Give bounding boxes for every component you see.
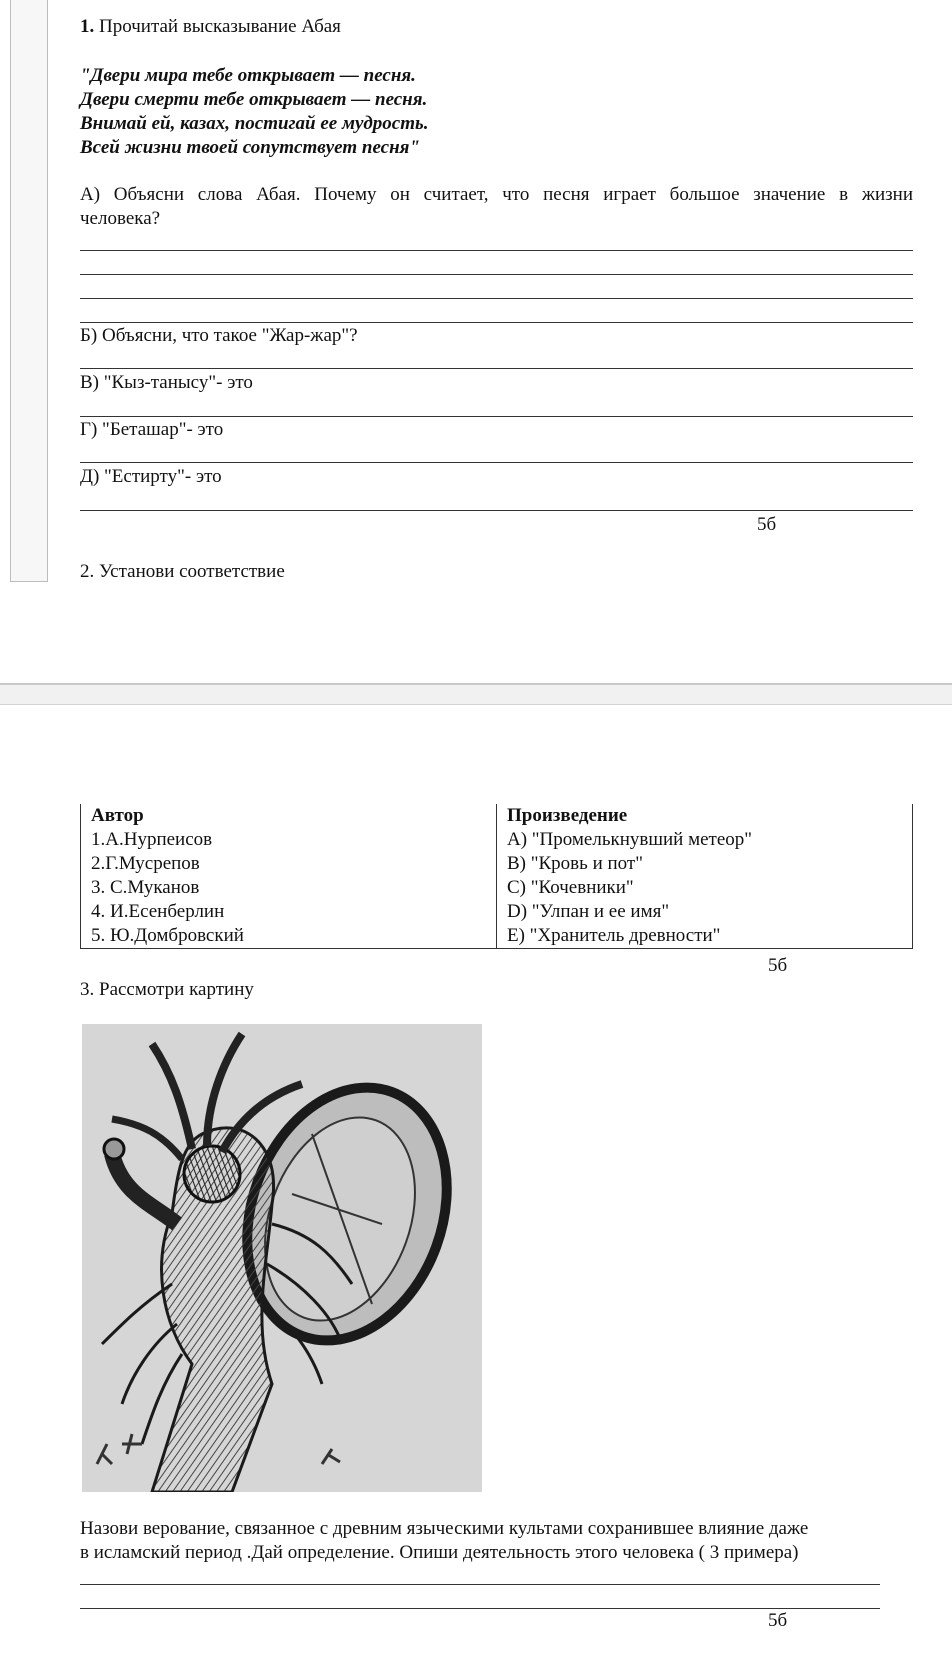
quote-line: Всей жизни твоей сопутствует песня" bbox=[80, 137, 420, 158]
question-a-line1: А) Объясни слова Абая. Почему он считает, что песня играет большое значение в жизни bbox=[80, 184, 913, 205]
question-b: Б) Объясни, что такое "Жар-жар"? bbox=[80, 325, 358, 346]
quote-line: Двери смерти тебе открывает — песня. bbox=[80, 89, 428, 110]
task2-heading: 2. Установи соответствие bbox=[80, 561, 285, 582]
quote-line: Внимай ей, казах, постигай ее мудрость. bbox=[80, 113, 429, 134]
answer-line bbox=[80, 462, 913, 463]
margin-sidebar bbox=[10, 0, 48, 582]
author-cell: 2.Г.Мусрепов bbox=[81, 852, 497, 876]
answer-line bbox=[80, 298, 913, 299]
answer-line bbox=[80, 1608, 880, 1609]
author-cell: 4. И.Есенберлин bbox=[81, 900, 497, 924]
task3-score: 5б bbox=[768, 1610, 788, 1631]
task1-number: 1. bbox=[80, 16, 95, 37]
question-g: Г) "Беташар"- это bbox=[80, 419, 224, 440]
table-row bbox=[81, 900, 913, 924]
task1-score: 5б bbox=[757, 514, 777, 535]
header-author: Автор bbox=[81, 804, 497, 828]
table-row bbox=[81, 828, 913, 852]
answer-line bbox=[80, 1584, 880, 1585]
author-cell: 5. Ю.Домбровский bbox=[81, 924, 497, 949]
author-cell: 3. С.Муканов bbox=[81, 876, 497, 900]
answer-line bbox=[80, 250, 913, 251]
page-break bbox=[0, 683, 952, 705]
work-cell: D) "Улпан и ее имя" bbox=[497, 900, 913, 924]
answer-line bbox=[80, 322, 913, 323]
abai-quote bbox=[80, 64, 428, 160]
shaman-illustration bbox=[82, 1024, 482, 1492]
table-header-row bbox=[81, 804, 913, 828]
matching-table bbox=[80, 804, 913, 949]
question-d: Д) "Естирту"- это bbox=[80, 466, 222, 487]
quote-line: "Двери мира тебе открывает — песня. bbox=[80, 65, 416, 86]
table-row bbox=[81, 852, 913, 876]
answer-line bbox=[80, 416, 913, 417]
table-row bbox=[81, 876, 913, 900]
table-row bbox=[81, 924, 913, 949]
answer-line bbox=[80, 274, 913, 275]
work-cell: B) "Кровь и пот" bbox=[497, 852, 913, 876]
task1-heading bbox=[80, 16, 341, 38]
task3-heading: 3. Рассмотри картину bbox=[80, 979, 254, 1000]
task1-heading-text: Прочитай высказывание Абая bbox=[99, 16, 341, 37]
question-v: В) "Кыз-танысу"- это bbox=[80, 372, 253, 393]
work-cell: C) "Кочевники" bbox=[497, 876, 913, 900]
work-cell: E) "Хранитель древности" bbox=[497, 924, 913, 949]
work-cell: A) "Промелькнувший метеор" bbox=[497, 828, 913, 852]
author-cell: 1.А.Нурпеисов bbox=[81, 828, 497, 852]
answer-line bbox=[80, 510, 913, 511]
task3-question-line2: в исламский период .Дай определение. Опиши деятельность этого человека ( 3 примера) bbox=[80, 1542, 799, 1563]
answer-line bbox=[80, 368, 913, 369]
task3-question-line1: Назови верование, связанное с древним языческими культами сохранившее влияние даже bbox=[80, 1518, 809, 1539]
task2-score: 5б bbox=[768, 955, 788, 976]
header-work: Произведение bbox=[497, 804, 913, 828]
question-a-line2: человека? bbox=[80, 208, 161, 229]
